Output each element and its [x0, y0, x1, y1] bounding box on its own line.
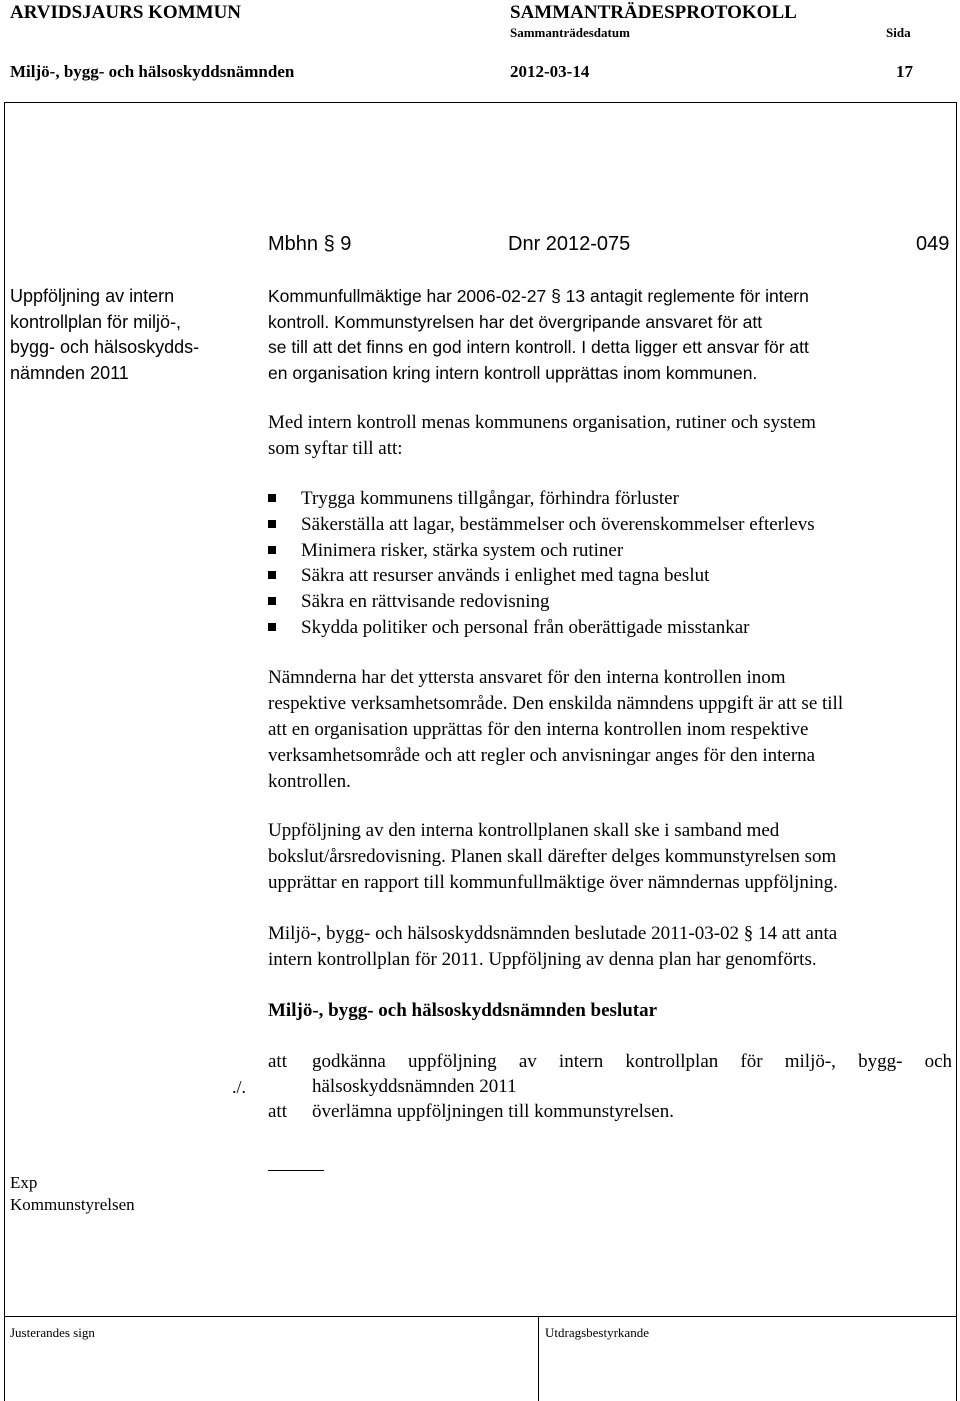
responsibility-line: att en organisation upprättas för den interna kontrollen inom respektive: [268, 719, 809, 740]
adjuster-sign-label: Justerandes sign: [10, 1325, 95, 1340]
bullet-square-icon: [268, 520, 276, 528]
list-item-text: Säkra att resurser används i enlighet med tagna beslut: [301, 565, 710, 587]
bullet-square-icon: [268, 546, 276, 554]
sidebar-title: [10, 284, 199, 386]
decision-item: [268, 1049, 952, 1099]
list-item-text: Minimera risker, stärka system och rutiner: [301, 539, 624, 561]
bullet-square-icon: [268, 494, 276, 502]
end-of-decision-rule: [268, 1170, 324, 1171]
page-number: 17: [896, 62, 913, 81]
case-reference: [268, 232, 351, 256]
paragraph-label: Mbhn: [268, 233, 319, 255]
decision-heading: Miljö-, bygg- och hälsoskyddsnämnden beslutar: [268, 1000, 658, 1021]
intro-line: se till att det finns en god intern kontroll. I detta ligger ett ansvar för att: [268, 337, 809, 357]
list-item: [268, 615, 948, 641]
list-item: [268, 589, 948, 615]
responsibility-line: Nämnderna har det yttersta ansvaret för den interna kontrollen inom: [268, 667, 786, 688]
distribution-recipient: Kommunstyrelsen: [10, 1195, 135, 1214]
extract-cert-label: Utdragsbestyrkande: [545, 1325, 649, 1340]
bullet-square-icon: [268, 623, 276, 631]
decision-lead: att: [268, 1051, 287, 1072]
list-item-text: Säkerställa att lagar, bestämmelser och överenskommelser efterlevs: [301, 513, 815, 535]
sidebar-title-line: bygg- och hälsoskydds-: [10, 337, 200, 357]
followup-line: upprättar en rapport till kommunfullmäktige över nämndernas uppföljning.: [268, 872, 838, 893]
decision-marker: ./.: [232, 1077, 247, 1097]
case-code: 049: [916, 233, 950, 255]
followup-line: Uppföljning av den interna kontrollplanen skall ske i samband med: [268, 820, 780, 841]
bullet-square-icon: [268, 597, 276, 605]
purpose-line: som syftar till att:: [268, 438, 403, 459]
prior-decision-line: Miljö-, bygg- och hälsoskyddsnämnden beslutade 2011-03-02 § 14 att anta: [268, 923, 838, 944]
purpose-line: Med intern kontroll menas kommunens organisation, rutiner och system: [268, 412, 816, 433]
section-symbol: §: [323, 233, 335, 255]
page-label: Sida: [886, 25, 911, 40]
responsibility-line: kontrollen.: [268, 771, 351, 792]
footer-top-rule: [4, 1316, 957, 1317]
list-item-text: Skydda politiker och personal från oberättigade misstankar: [301, 616, 750, 638]
followup-paragraph: [268, 818, 838, 896]
control-objectives-list: [268, 486, 948, 641]
prior-decision-paragraph: [268, 921, 837, 973]
distribution-label: Exp: [10, 1173, 38, 1192]
responsibility-paragraph: [268, 665, 843, 795]
sidebar-title-line: kontrollplan för miljö-,: [10, 311, 182, 332]
intro-line: kontroll. Kommunstyrelsen har det övergripande ansvaret för att: [268, 311, 763, 332]
intro-paragraph: [268, 284, 809, 386]
responsibility-line: respektive verksamhetsområde. Den enskilda nämndens uppgift är att se till: [268, 693, 844, 714]
intro-line: Kommunfullmäktige har 2006-02-27 § 13 antagit reglemente för intern: [268, 286, 809, 306]
protocol-title: SAMMANTRÄDESPROTOKOLL: [510, 2, 797, 23]
list-item-text: Säkra en rättvisande redovisning: [301, 591, 550, 613]
distribution: [10, 1172, 135, 1216]
decision-list: [268, 1049, 952, 1124]
bullet-square-icon: [268, 571, 276, 579]
case-dnr: Dnr 2012-075: [508, 233, 631, 255]
sidebar-title-line: Uppföljning av intern: [10, 286, 175, 306]
prior-decision-line: intern kontrollplan för 2011. Uppföljning av denna plan har genomförts.: [268, 949, 817, 970]
list-item-text: Trygga kommunens tillgångar, förhindra förluster: [301, 488, 679, 509]
decision-lead: att: [268, 1101, 287, 1122]
intro-line: en organisation kring intern kontroll upprättas inom kommunen.: [268, 362, 758, 383]
sidebar-title-line: nämnden 2011: [10, 362, 129, 383]
followup-line: bokslut/årsredovisning. Planen skall därefter delges kommunstyrelsen som: [268, 846, 837, 867]
municipality-name: ARVIDSJAURS KOMMUN: [10, 2, 242, 23]
list-item: [268, 486, 948, 512]
decision-text: godkänna uppföljning av intern kontrollplan för miljö-, bygg- och hälsoskyddsnämnden 2011: [312, 1051, 952, 1097]
committee-name: Miljö-, bygg- och hälsoskyddsnämnden: [10, 62, 295, 81]
purpose-paragraph: [268, 410, 816, 462]
footer-divider: [538, 1316, 539, 1401]
meeting-date: 2012-03-14: [510, 62, 590, 81]
decision-item: [268, 1099, 952, 1124]
list-item: [268, 512, 948, 538]
meeting-date-label: Sammanträdesdatum: [510, 25, 630, 40]
decision-text: överlämna uppföljningen till kommunstyrelsen.: [312, 1101, 674, 1122]
paragraph-number: 9: [340, 233, 352, 255]
responsibility-line: verksamhetsområde och att regler och anvisningar anges för den interna: [268, 745, 816, 766]
list-item: [268, 538, 948, 564]
list-item: [268, 563, 948, 589]
